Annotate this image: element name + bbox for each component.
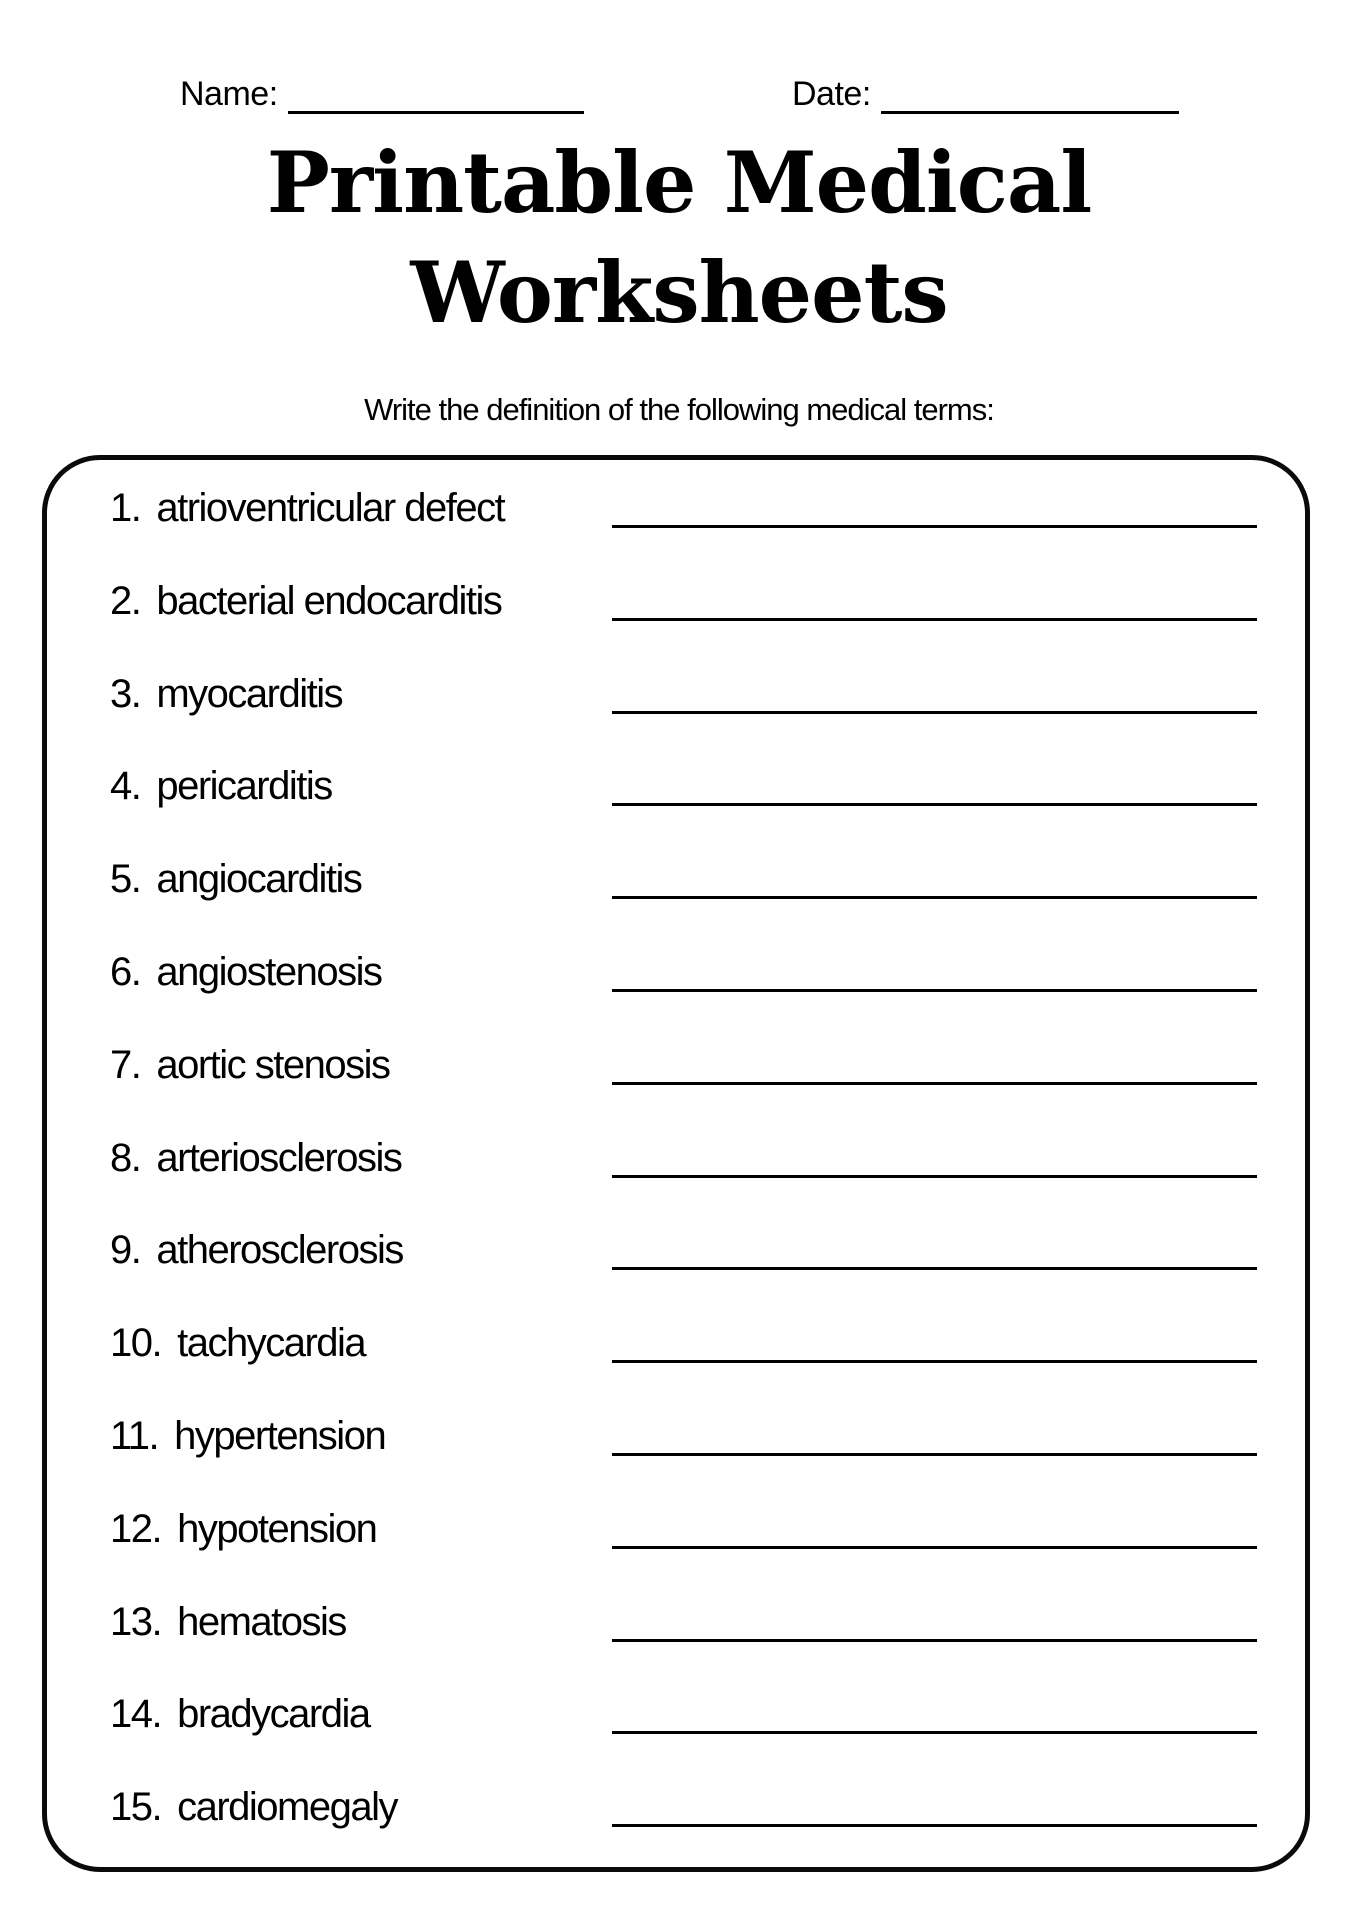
term-row bbox=[110, 1321, 1257, 1366]
term-number: 15. bbox=[110, 1785, 162, 1830]
name-field bbox=[180, 70, 584, 114]
answer-line[interactable] bbox=[612, 1731, 1257, 1734]
term-label: angiostenosis bbox=[156, 950, 382, 994]
answer-line[interactable] bbox=[612, 1453, 1257, 1456]
term-label: atherosclerosis bbox=[156, 1228, 403, 1273]
term-row bbox=[110, 950, 1257, 994]
answer-line[interactable] bbox=[612, 803, 1257, 806]
answer-line[interactable] bbox=[612, 1175, 1257, 1178]
answer-line[interactable] bbox=[612, 1082, 1257, 1085]
term-row bbox=[110, 1135, 1257, 1180]
term-label: aortic stenosis bbox=[156, 1042, 390, 1087]
term-row bbox=[110, 1692, 1257, 1737]
term-label: hypotension bbox=[177, 1506, 377, 1551]
answer-line[interactable] bbox=[612, 618, 1257, 621]
name-label: Name: bbox=[180, 75, 278, 113]
term-label: cardiomegaly bbox=[177, 1785, 397, 1830]
term-number: 10. bbox=[110, 1321, 162, 1366]
answer-line[interactable] bbox=[612, 989, 1257, 992]
date-label: Date: bbox=[792, 75, 871, 113]
term-label: tachycardia bbox=[177, 1321, 366, 1366]
answer-line[interactable] bbox=[612, 525, 1257, 528]
page-title bbox=[0, 128, 1358, 348]
term-row bbox=[110, 764, 1257, 809]
term-number: 13. bbox=[110, 1599, 162, 1644]
term-label: angiocarditis bbox=[156, 857, 362, 902]
term-number: 12. bbox=[110, 1506, 162, 1551]
answer-line[interactable] bbox=[612, 896, 1257, 899]
term-row bbox=[110, 578, 1257, 623]
term-number: 4. bbox=[110, 764, 141, 809]
term-row bbox=[110, 1414, 1257, 1458]
term-row bbox=[110, 1042, 1257, 1087]
term-row bbox=[110, 1599, 1257, 1644]
term-label: bacterial endocarditis bbox=[156, 578, 502, 623]
term-number: 6. bbox=[110, 950, 141, 994]
answer-line[interactable] bbox=[612, 711, 1257, 714]
instructions-text: Write the definition of the following medical terms: bbox=[364, 392, 994, 427]
page-title-line-1: Printable Medical bbox=[266, 133, 1092, 232]
term-label: pericarditis bbox=[156, 764, 332, 809]
term-number: 11. bbox=[110, 1414, 159, 1458]
term-row bbox=[110, 486, 1257, 530]
answer-line[interactable] bbox=[612, 1360, 1257, 1363]
term-number: 2. bbox=[110, 578, 141, 623]
answer-line[interactable] bbox=[612, 1639, 1257, 1642]
term-label: atrioventricular defect bbox=[156, 486, 505, 530]
term-label: hypertension bbox=[174, 1414, 386, 1458]
term-row bbox=[110, 671, 1257, 716]
term-label: hematosis bbox=[177, 1599, 346, 1644]
term-label: arteriosclerosis bbox=[156, 1135, 402, 1180]
name-input-line[interactable] bbox=[288, 73, 584, 114]
term-label: myocarditis bbox=[156, 671, 343, 716]
term-row bbox=[110, 857, 1257, 902]
term-number: 14. bbox=[110, 1692, 162, 1737]
page-title-line-2: Worksheets bbox=[410, 243, 948, 342]
term-row bbox=[110, 1785, 1257, 1830]
date-input-line[interactable] bbox=[881, 73, 1179, 114]
term-number: 7. bbox=[110, 1042, 141, 1087]
term-number: 3. bbox=[110, 671, 141, 716]
term-number: 1. bbox=[110, 486, 141, 530]
date-field bbox=[792, 70, 1179, 114]
term-number: 8. bbox=[110, 1135, 141, 1180]
term-row bbox=[110, 1228, 1257, 1273]
answer-line[interactable] bbox=[612, 1267, 1257, 1270]
term-label: bradycardia bbox=[177, 1692, 370, 1737]
term-number: 5. bbox=[110, 857, 141, 902]
term-row bbox=[110, 1506, 1257, 1551]
term-number: 9. bbox=[110, 1228, 141, 1273]
answer-line[interactable] bbox=[612, 1546, 1257, 1549]
answer-line[interactable] bbox=[612, 1824, 1257, 1827]
